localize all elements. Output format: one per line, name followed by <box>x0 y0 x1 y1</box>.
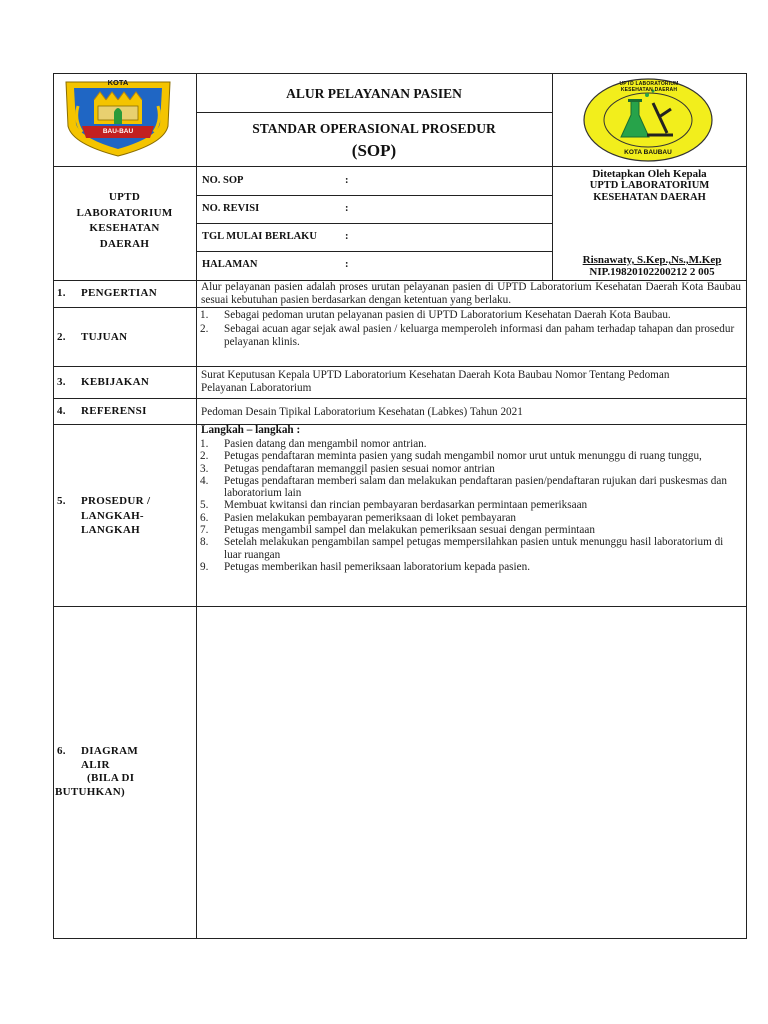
approval-line: UPTD LABORATORIUM <box>589 180 710 191</box>
section-number: 3. <box>57 376 66 388</box>
document-type: STANDAR OPERASIONAL PROSEDUR <box>252 121 496 136</box>
prosedur-steps <box>200 438 742 573</box>
row-divider <box>53 366 747 367</box>
list-item <box>200 524 742 536</box>
field-divider <box>196 251 552 252</box>
item-text: Petugas memberikan hasil pemeriksaan laboratorium kepada pasien. <box>224 560 531 573</box>
field-divider <box>196 223 552 224</box>
approver-nip: NIP.19820102200212 2 005 <box>589 266 715 278</box>
section-title: PROSEDUR / <box>81 495 151 507</box>
prosedur-heading: Langkah – langkah : <box>201 424 301 436</box>
list-item <box>200 475 742 500</box>
item-number: 4. <box>200 474 209 487</box>
list-item <box>200 463 742 475</box>
section-label-diagram <box>57 745 138 799</box>
section-number: 4. <box>57 405 66 417</box>
list-item <box>200 450 742 462</box>
referensi-text: Pedoman Desain Tipikal Laboratorium Kesehatan (Labkes) Tahun 2021 <box>201 406 523 418</box>
kebijakan-text: Surat Keputusan Kepala UPTD Laboratorium Kesehatan Daerah Kota Baubau Nomor Tentang Pedoman Pelayanan Laboratorium <box>201 369 670 394</box>
institution-line: UPTD <box>108 191 141 203</box>
item-number: 7. <box>200 524 209 537</box>
field-colon: : <box>345 175 349 186</box>
section-title: DIAGRAM <box>81 745 139 757</box>
row-divider <box>53 307 747 308</box>
item-number: 2. <box>200 450 209 463</box>
item-number: 9. <box>200 560 209 573</box>
section-number: 1. <box>57 287 66 299</box>
logo-bottom-text: KOTA BAUBAU <box>624 149 672 156</box>
institution-line: LABORATORIUM <box>76 206 173 219</box>
item-text: Petugas mengambil sampel dan melakukan pemeriksaan sesuai dengan permintaan <box>224 524 595 537</box>
logo-ring-text: UPTD LABORATORIUM KESEHATAN DAERAH <box>619 81 679 93</box>
approval-line: KESEHATAN DAERAH <box>593 192 706 203</box>
field-no-revisi-label: NO. REVISI <box>202 203 260 214</box>
institution-name <box>53 190 196 252</box>
item-text: Pasien datang dan mengambil nomor antrian. <box>224 438 427 450</box>
institution-line: DAERAH <box>99 237 150 250</box>
item-number: 1. <box>200 309 209 321</box>
section-title: LANGKAH <box>81 524 140 536</box>
kota-baubau-logo <box>60 76 176 158</box>
section-label-kebijakan <box>57 376 149 388</box>
uptd-lab-logo <box>581 77 715 163</box>
item-text: Setelah melakukan pengambilan sampel petugas mempersilahkan pasien untuk menunggu hasil laboratorium di luar ruangan <box>224 536 724 561</box>
logo-top-text: KOTA <box>107 78 129 87</box>
item-number: 1. <box>200 438 209 450</box>
item-number: 5. <box>200 499 209 512</box>
section-number: 2. <box>57 331 66 343</box>
list-item <box>200 512 742 524</box>
section-title: KEBIJAKAN <box>81 376 150 388</box>
section-title: BUTUHKAN) <box>55 785 125 798</box>
list-item <box>200 309 742 321</box>
list-item <box>200 536 742 561</box>
field-halaman-label: HALAMAN <box>202 259 258 270</box>
section-number: 5. <box>57 495 66 507</box>
document-title: ALUR PELAYANAN PASIEN <box>286 86 462 101</box>
section-number: 6. <box>57 745 66 757</box>
item-text: Pasien melakukan pembayaran pemeriksaan di loket pembayaran <box>224 511 517 524</box>
section-title: REFERENSI <box>81 405 147 417</box>
row-divider <box>53 166 747 167</box>
section-label-referensi <box>57 405 147 417</box>
section-title: (BILA DI <box>87 772 135 784</box>
field-colon: : <box>345 231 349 242</box>
item-number: 3. <box>200 462 209 475</box>
field-colon: : <box>345 259 349 270</box>
section-title: ALIR <box>81 758 110 771</box>
row-divider <box>53 424 747 425</box>
title-divider <box>196 112 552 113</box>
city-crest-icon <box>60 76 176 158</box>
list-item <box>200 561 742 573</box>
approval-line: Ditetapkan Oleh Kepala <box>592 168 707 180</box>
field-tgl-mulai-label: TGL MULAI BERLAKU <box>202 231 317 242</box>
section-label-pengertian <box>57 287 157 299</box>
list-item <box>200 438 742 450</box>
item-number: 2. <box>200 323 209 336</box>
item-text: Petugas pendaftaran memberi salam dan melakukan pendaftaran pasien/pendaftaran rujukan dari puskesmas dan laboratorium lain <box>224 474 727 500</box>
field-colon: : <box>345 203 349 214</box>
pengertian-text: Alur pelayanan pasien adalah proses urutan pelayanan pasien di UPTD Laboratorium Kesehatan Daerah Kota Baubau sesuai kebutuhan pasien berdasarkan dengan ketentuan yang berlaku. <box>201 281 741 306</box>
tujuan-list <box>200 309 742 348</box>
diagram-area <box>197 607 746 938</box>
approver-name: Risnawaty, S.Kep.,Ns.,M.Kep <box>582 254 722 266</box>
item-text: Sebagai acuan agar sejak awal pasien / keluarga memperoleh informasi dan paham terhadap tahapan dan prosedur pelayanan klinis. <box>224 323 735 348</box>
section-title: TUJUAN <box>81 331 128 343</box>
approval-block <box>552 168 747 204</box>
section-title: LANGKAH- <box>81 509 144 522</box>
item-text: Petugas pendaftaran meminta pasien yang sudah mengambil nomor urut untuk menunggu di ruang tunggu, <box>224 450 702 463</box>
item-text: Membuat kwitansi dan rincian pembayaran berdasarkan permintaan pemeriksaan <box>224 499 588 512</box>
item-number: 6. <box>200 511 209 524</box>
section-label-tujuan <box>57 331 127 343</box>
section-title: PENGERTIAN <box>81 287 157 299</box>
list-item <box>200 499 742 511</box>
item-text: Sebagai pedoman urutan pelayanan pasien di UPTD Laboratorium Kesehatan Daerah Kota Baubau. <box>224 309 671 321</box>
document-type-abbr: (SOP) <box>351 141 397 160</box>
section-label-prosedur <box>57 494 150 538</box>
row-divider <box>53 398 747 399</box>
field-no-sop-label: NO. SOP <box>202 175 244 186</box>
item-number: 8. <box>200 536 209 549</box>
institution-line: KESEHATAN <box>89 222 160 234</box>
list-item <box>200 323 742 348</box>
item-text: Petugas pendaftaran memanggil pasien sesuai nomor antrian <box>224 462 495 475</box>
logo-bottom-text: BAU-BAU <box>102 128 134 135</box>
field-divider <box>196 195 552 196</box>
